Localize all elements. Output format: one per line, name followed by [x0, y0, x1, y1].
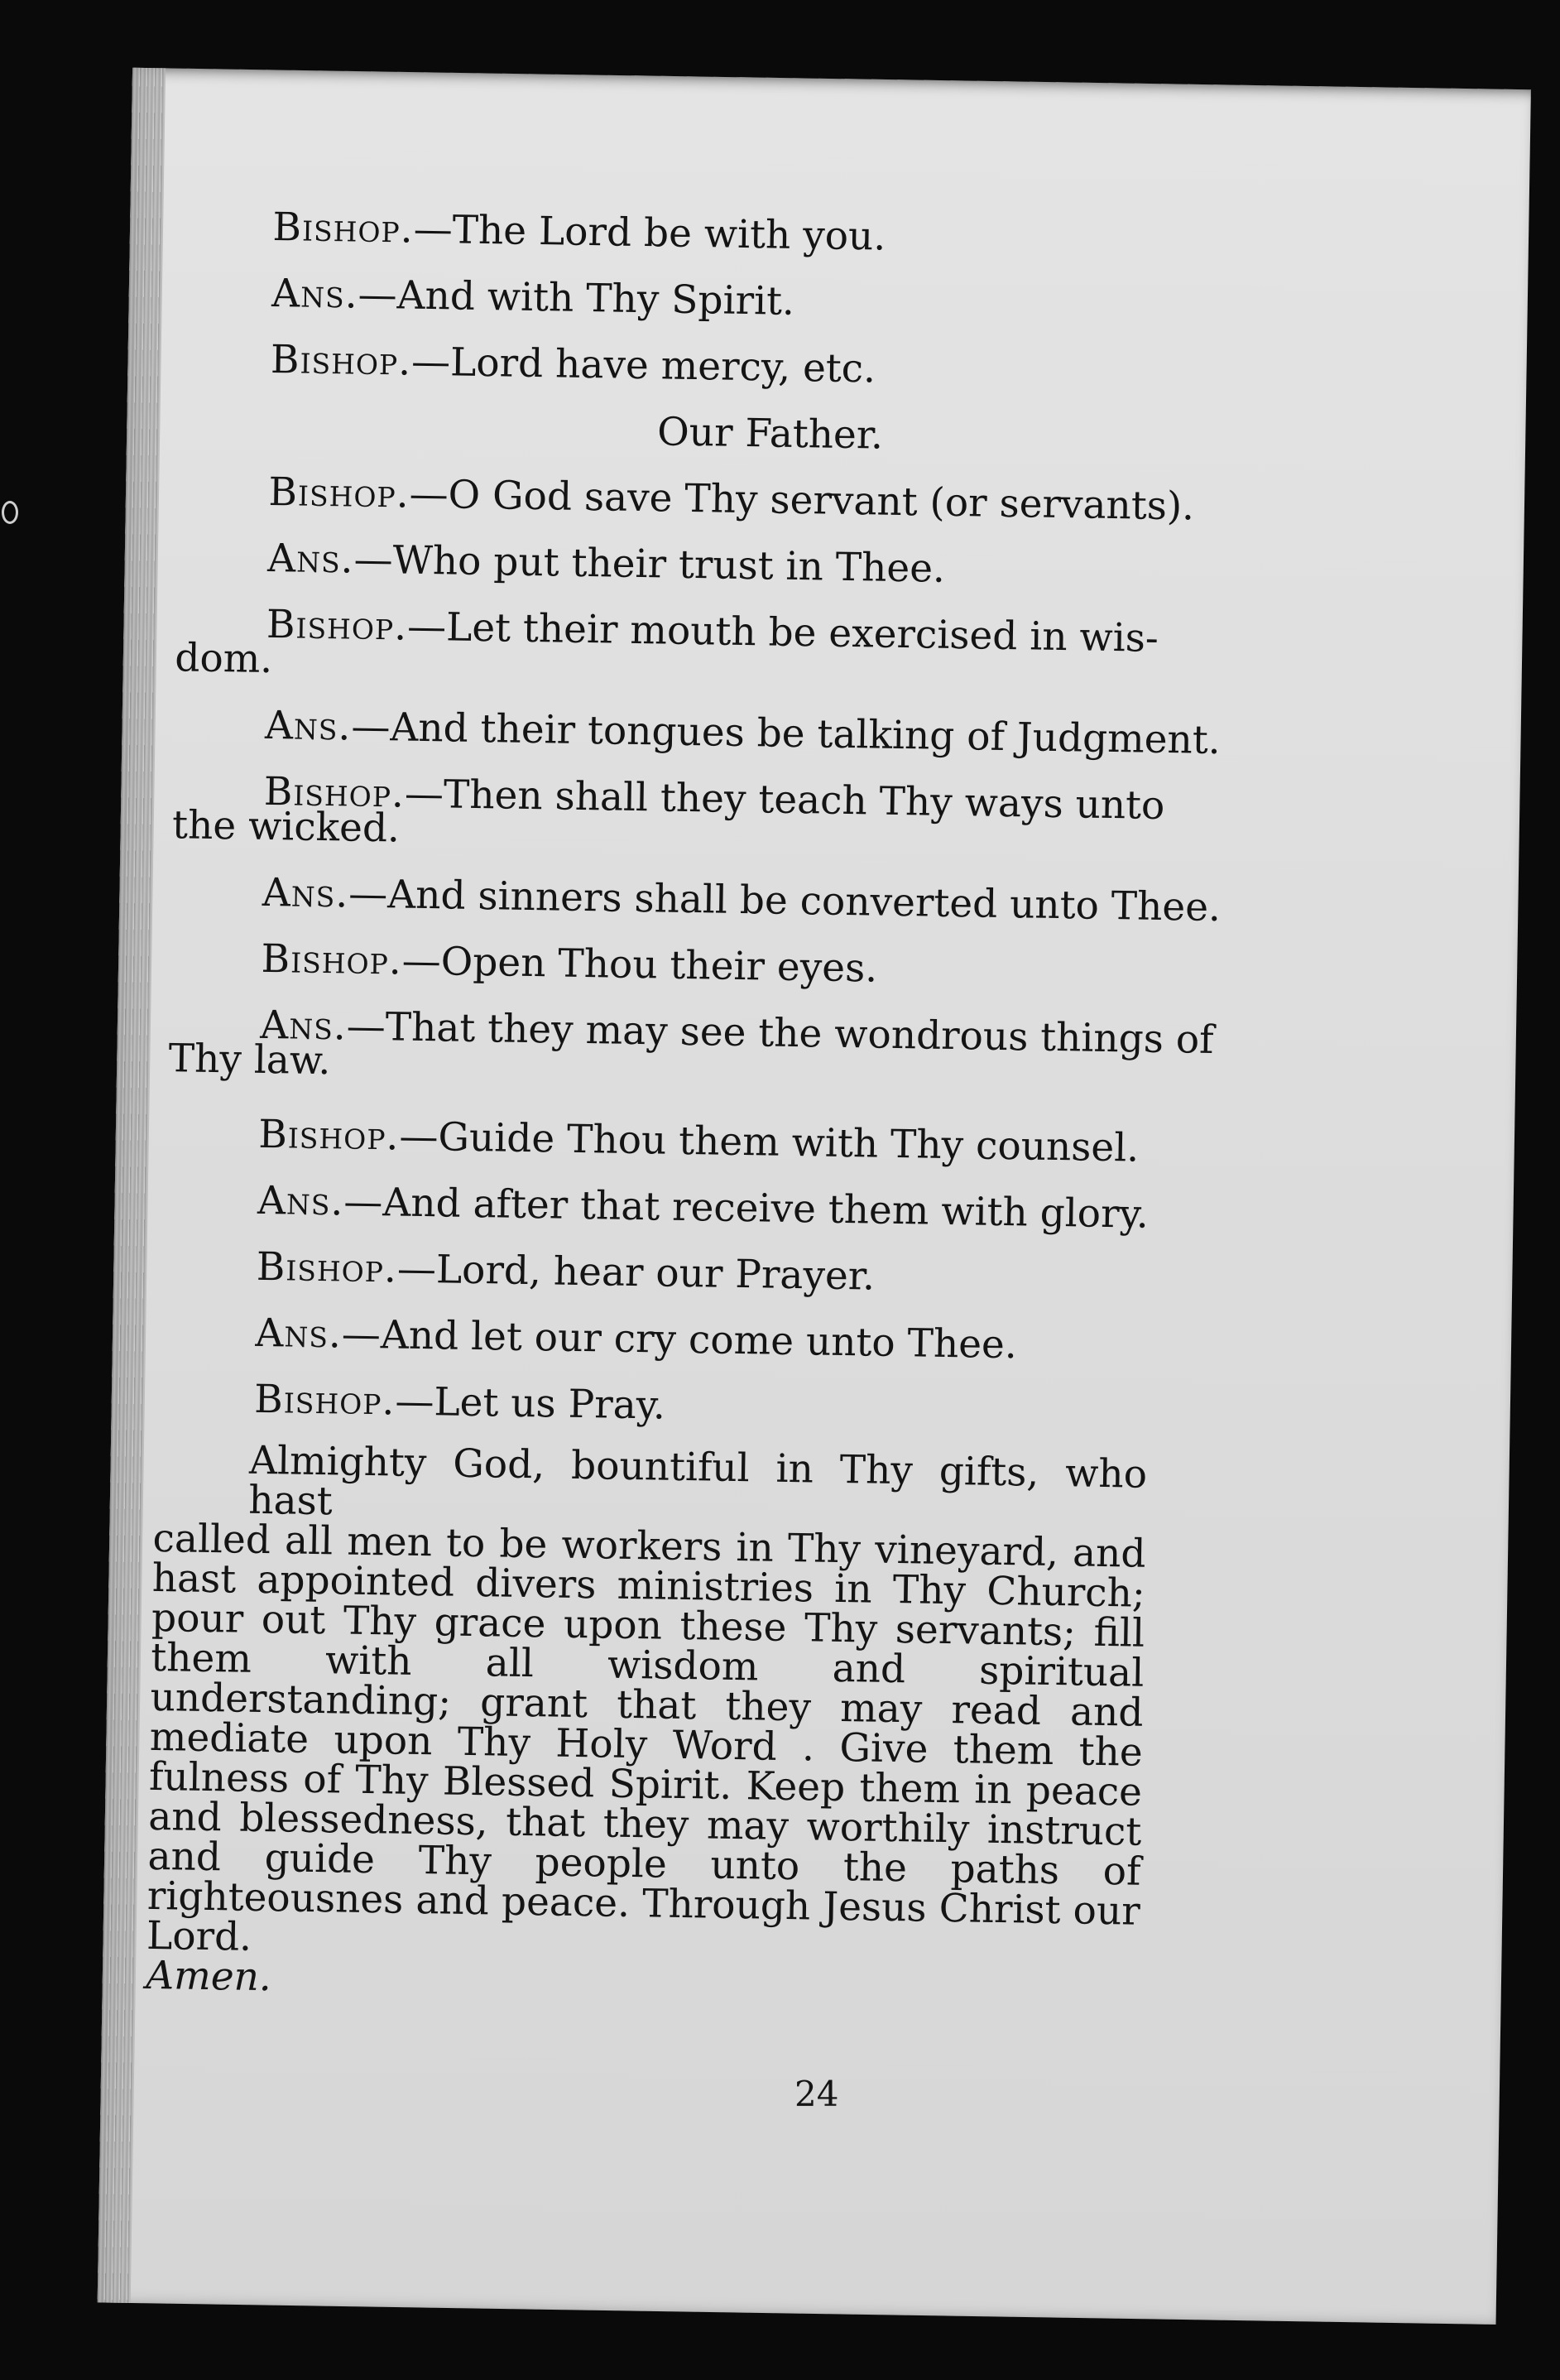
line-text: —And after that receive them with glory. [343, 1179, 1150, 1238]
prayer-body: called all men to be workers in Thy vineyard, and hast appointed divers ministries in Thy Church; pour out Thy grace upon these Thy servants; fill them with all wisdom and spiritual understanding; grant that they may read and mediate upon Thy Holy Word . Give them the fulness of Thy Blessed Spirit. Keep them in peace and blessedness, that they may worthily instruct and guide Thy people unto the paths of righteousnes and peace. Through Jesus Christ our Lord. [146, 1515, 1146, 1960]
speaker-label: Bishop. [257, 1111, 400, 1160]
dialogue-line [258, 1110, 1360, 1177]
prayer-paragraph [145, 1437, 1148, 2012]
speaker-label: Bishop. [272, 204, 415, 252]
line-text: —Let their mouth be exercised in wis- [406, 603, 1159, 661]
line-text: —Then shall they teach Thy ways unto [404, 771, 1165, 829]
dialogue-line [268, 468, 1370, 535]
dialogue-line [254, 1375, 1356, 1442]
line-text: —O God save Thy servant (or servants). [409, 471, 1195, 530]
line-text: —And with Thy Spirit. [358, 272, 795, 325]
dialogue-line [256, 1243, 1357, 1310]
dialogue-line [271, 269, 1373, 336]
speaker-label: Ans. [264, 702, 352, 750]
speaker-label: Ans. [271, 270, 359, 318]
speaker-label: Ans. [262, 869, 349, 917]
speaker-label: Bishop. [261, 935, 403, 984]
continuation-line: the wicked. [171, 802, 401, 852]
edge-mark [2, 501, 18, 524]
line-text: —Who put their trust in Thee. [353, 536, 946, 592]
centered-line: Our Father. [656, 409, 884, 459]
speaker-label: Bishop. [263, 768, 406, 817]
speaker-label: Bishop. [268, 469, 410, 517]
line-text: —Open Thou their eyes. [401, 938, 878, 992]
dialogue-line [257, 1176, 1359, 1243]
speaker-label: Bishop. [270, 336, 412, 385]
speaker-label: Bishop. [266, 601, 408, 650]
speaker-label: Ans. [266, 535, 355, 583]
line-text: —The Lord be with you. [413, 206, 886, 260]
dialogue-line [267, 534, 1369, 601]
line-text: —And let our cry come unto Thee. [341, 1311, 1018, 1368]
line-text: —Lord, hear our Prayer. [396, 1246, 876, 1300]
line-text: —And sinners shall be converted unto Thee. [348, 871, 1222, 931]
speaker-label: Ans. [255, 1310, 343, 1358]
line-text: —Lord have mercy, etc. [410, 339, 876, 392]
dialogue-line [255, 1309, 1356, 1376]
speaker-label: Bishop. [253, 1376, 396, 1425]
line-text: —Let us Pray. [395, 1378, 666, 1429]
dialogue-line [261, 935, 1362, 1002]
line-text: —That they may see the wondrous things of [346, 1003, 1214, 1063]
continuation-line: Thy law. [168, 1036, 331, 1084]
dialogue-line [271, 335, 1372, 402]
page-text [145, 203, 1374, 2015]
speaker-label: Ans. [257, 1177, 344, 1225]
line-text: —Guide Thou them with Thy counsel. [399, 1113, 1140, 1171]
speaker-label: Ans. [259, 1002, 348, 1050]
prayer-amen: Amen. [145, 1952, 272, 2001]
dialogue-line [265, 701, 1366, 768]
dialogue-line [262, 868, 1363, 935]
line-text: —And their tongues be talking of Judgment. [351, 704, 1222, 764]
speaker-label: Bishop. [256, 1243, 398, 1292]
page-number: 24 [794, 2074, 839, 2114]
continuation-line: dom. [174, 635, 273, 683]
prayer-first-line: Almighty God, bountiful in Thy gifts, who hast [247, 1437, 1148, 1525]
